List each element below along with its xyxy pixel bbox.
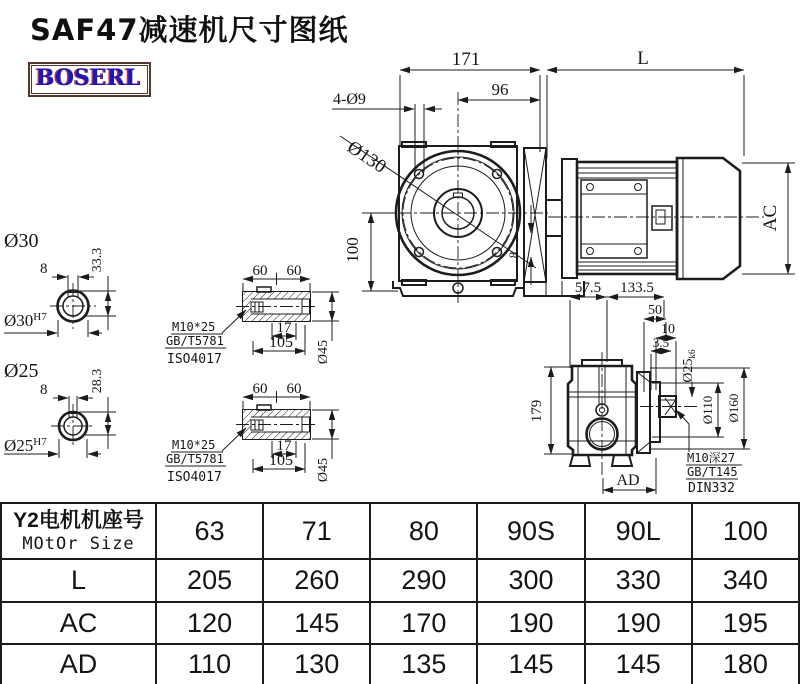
table-cell: 205: [156, 559, 263, 602]
hollow-shaft-lower: [165, 381, 339, 485]
front-view-dimensions: [332, 48, 795, 291]
size-column: 80: [370, 503, 477, 559]
standard-din332-label: DIN332: [688, 481, 735, 496]
table-cell: 145: [477, 644, 584, 684]
dim-3-5-label: 3.5: [652, 335, 670, 350]
shaft25-key-depth: 28.3: [90, 368, 105, 394]
table-header-cell: [1, 503, 156, 559]
table-header-cn: Y2电机机座号: [13, 509, 144, 533]
table-row-L: [1, 559, 799, 602]
table-cell: 300: [477, 559, 584, 602]
row-label: AC: [1, 602, 156, 644]
dim-8-label: 8: [506, 251, 521, 259]
size-column: 90L: [585, 503, 692, 559]
dim-110-label: Ø110: [700, 395, 715, 425]
table-cell: 170: [370, 602, 477, 644]
motor-size-table: [0, 502, 800, 684]
dim-171-label: 171: [451, 49, 481, 70]
row-label: L: [1, 559, 156, 602]
boserl-logo-text: BOSERL: [31, 65, 148, 94]
dim-L-label: L: [637, 48, 649, 69]
size-column: 100: [692, 503, 799, 559]
shaft30-bore-label: $Ø30^{H7}$: [4, 311, 47, 330]
table-cell: 180: [692, 644, 799, 684]
table-cell: 330: [585, 559, 692, 602]
table-header-en: MOtOr Size: [22, 533, 135, 554]
table-cell: 195: [692, 602, 799, 644]
table-cell: 260: [263, 559, 370, 602]
shaft25-bore-label: $Ø25^{H7}$: [4, 436, 47, 455]
table-cell: 120: [156, 602, 263, 644]
dim-57-5-label: 57.5: [574, 280, 602, 296]
shaft25-title: Ø25: [4, 360, 39, 382]
dim-flange-dia-label: Ø130: [343, 136, 390, 178]
table-cell: 110: [156, 644, 263, 684]
table-cell: 135: [370, 644, 477, 684]
gearbox-front-view: [376, 92, 584, 305]
table-cell: 130: [263, 644, 370, 684]
motor-side-view: [524, 148, 764, 282]
shaft30-title: Ø30: [4, 230, 39, 252]
standard-gbt145-label: GB/T145: [687, 465, 738, 479]
shaft30-key-depth: 33.3: [90, 247, 105, 273]
dim-10-label: 10: [661, 322, 675, 337]
size-column: 71: [263, 503, 370, 559]
shaft30-key-width: 8: [40, 261, 48, 277]
dim-100-label: 100: [343, 237, 362, 263]
hollow-shaft-upper: [165, 263, 339, 367]
dim-shaft-dia-label: $Ø25_{k6}$: [681, 349, 697, 383]
table-cell: 290: [370, 559, 477, 602]
dim-AC-label: AC: [760, 204, 781, 232]
table-cell: 145: [263, 602, 370, 644]
size-column: 90S: [477, 503, 584, 559]
shaft-section-30: [4, 230, 116, 337]
table-cell: 340: [692, 559, 799, 602]
table-row-AD: [1, 644, 799, 684]
shaft25-key-width: 8: [40, 382, 48, 398]
table-cell: 190: [477, 602, 584, 644]
table-row-AC: [1, 602, 799, 644]
table-header-row: [1, 503, 799, 559]
dim-133-5-label: 133.5: [620, 280, 654, 296]
table-cell: 145: [585, 644, 692, 684]
page-title: SAF47减速机尺寸图纸: [30, 13, 349, 47]
side-view-dimensions: [529, 280, 750, 496]
table-cell: 190: [585, 602, 692, 644]
dim-holes-label: 4-Ø9: [333, 91, 366, 108]
center-tap-label: M10深27: [687, 451, 736, 465]
row-label: AD: [1, 644, 156, 684]
dim-160-label: Ø160: [726, 393, 741, 423]
dim-96-label: 96: [491, 80, 509, 99]
dim-50-label: 50: [648, 303, 662, 318]
dim-AD-label: AD: [616, 472, 640, 489]
size-column: 63: [156, 503, 263, 559]
dim-179-label: 179: [529, 399, 545, 423]
shaft-section-25: [4, 360, 116, 458]
